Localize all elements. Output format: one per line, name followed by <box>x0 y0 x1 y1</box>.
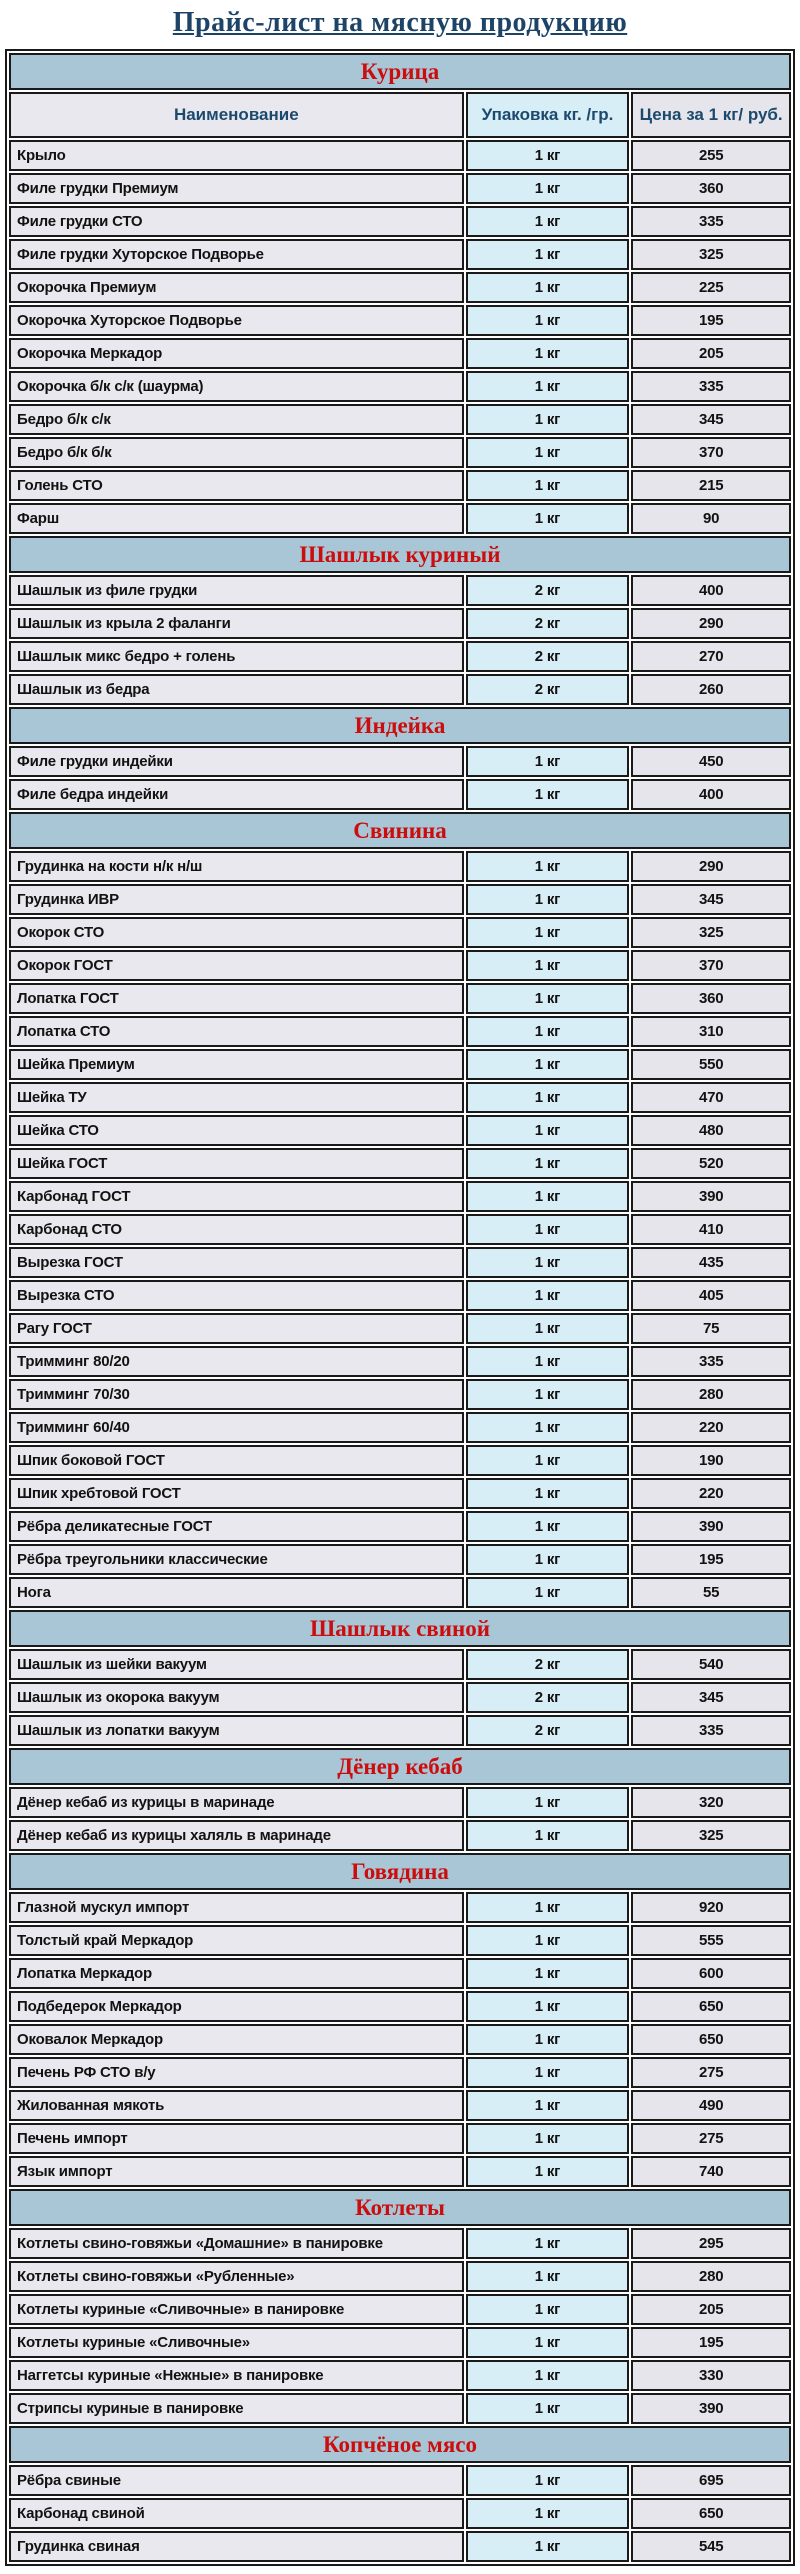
section-title: Шашлык куриный <box>9 536 791 573</box>
product-name-cell: Тримминг 70/30 <box>9 1379 464 1410</box>
product-row <box>9 1412 791 1443</box>
product-row <box>9 2327 791 2358</box>
package-cell: 1 кг <box>466 1115 630 1146</box>
package-cell: 1 кг <box>466 2327 630 2358</box>
product-row <box>9 503 791 534</box>
column-header-package: Упаковка кг. /гр. <box>466 92 630 138</box>
product-name-cell: Карбонад ГОСТ <box>9 1181 464 1212</box>
price-cell: 435 <box>631 1247 791 1278</box>
package-cell: 1 кг <box>466 470 630 501</box>
product-row <box>9 140 791 171</box>
package-cell: 1 кг <box>466 1214 630 1245</box>
product-name-cell: Рёбра свиные <box>9 2465 464 2496</box>
product-row <box>9 1715 791 1746</box>
product-row <box>9 470 791 501</box>
price-cell: 390 <box>631 2393 791 2424</box>
package-cell: 1 кг <box>466 983 630 1014</box>
product-row <box>9 1445 791 1476</box>
price-cell: 345 <box>631 884 791 915</box>
package-cell: 1 кг <box>466 2123 630 2154</box>
product-row <box>9 1148 791 1179</box>
product-row <box>9 1247 791 1278</box>
section-header-row <box>9 2426 791 2463</box>
price-cell: 215 <box>631 470 791 501</box>
product-name-cell: Толстый край Меркадор <box>9 1925 464 1956</box>
price-cell: 90 <box>631 503 791 534</box>
product-name-cell: Котлеты свино-говяжьи «Рубленные» <box>9 2261 464 2292</box>
product-name-cell: Окорок СТО <box>9 917 464 948</box>
product-row <box>9 608 791 639</box>
product-row <box>9 1682 791 1713</box>
product-row <box>9 371 791 402</box>
package-cell: 1 кг <box>466 338 630 369</box>
price-cell: 345 <box>631 404 791 435</box>
package-cell: 1 кг <box>466 884 630 915</box>
product-name-cell: Бедро б/к б/к <box>9 437 464 468</box>
product-row <box>9 2531 791 2562</box>
product-row <box>9 2156 791 2187</box>
package-cell: 1 кг <box>466 950 630 981</box>
package-cell: 1 кг <box>466 404 630 435</box>
product-name-cell: Лопатка СТО <box>9 1016 464 1047</box>
product-row <box>9 1511 791 1542</box>
section-title: Говядина <box>9 1853 791 1890</box>
product-name-cell: Котлеты куриные «Сливочные» <box>9 2327 464 2358</box>
price-cell: 650 <box>631 2498 791 2529</box>
product-name-cell: Окорочка Премиум <box>9 272 464 303</box>
product-name-cell: Шпик хребтовой ГОСТ <box>9 1478 464 1509</box>
product-name-cell: Котлеты свино-говяжьи «Домашние» в панировке <box>9 2228 464 2259</box>
price-cell: 325 <box>631 239 791 270</box>
product-name-cell: Грудинка на кости н/к н/ш <box>9 851 464 882</box>
product-name-cell: Шашлык из филе грудки <box>9 575 464 606</box>
price-cell: 740 <box>631 2156 791 2187</box>
product-name-cell: Тримминг 60/40 <box>9 1412 464 1443</box>
product-row <box>9 1280 791 1311</box>
price-cell: 600 <box>631 1958 791 1989</box>
product-row <box>9 1925 791 1956</box>
product-name-cell: Филе грудки Хуторское Подворье <box>9 239 464 270</box>
package-cell: 1 кг <box>466 1082 630 1113</box>
price-cell: 325 <box>631 1820 791 1851</box>
price-cell: 335 <box>631 371 791 402</box>
package-cell: 1 кг <box>466 1787 630 1818</box>
page-title: Прайс-лист на мясную продукцию <box>172 7 628 38</box>
price-cell: 220 <box>631 1412 791 1443</box>
product-name-cell: Дёнер кебаб из курицы халяль в маринаде <box>9 1820 464 1851</box>
price-cell: 330 <box>631 2360 791 2391</box>
package-cell: 1 кг <box>466 851 630 882</box>
product-name-cell: Лопатка Меркадор <box>9 1958 464 1989</box>
package-cell: 1 кг <box>466 2360 630 2391</box>
product-name-cell: Голень СТО <box>9 470 464 501</box>
product-name-cell: Жилованная мякоть <box>9 2090 464 2121</box>
price-cell: 190 <box>631 1445 791 1476</box>
product-name-cell: Карбонад свиной <box>9 2498 464 2529</box>
section-title: Копчёное мясо <box>9 2426 791 2463</box>
package-cell: 1 кг <box>466 2090 630 2121</box>
price-cell: 410 <box>631 1214 791 1245</box>
product-row <box>9 884 791 915</box>
product-row <box>9 2261 791 2292</box>
package-cell: 1 кг <box>466 140 630 171</box>
package-cell: 1 кг <box>466 1016 630 1047</box>
package-cell: 1 кг <box>466 371 630 402</box>
product-name-cell: Грудинка свиная <box>9 2531 464 2562</box>
product-name-cell: Тримминг 80/20 <box>9 1346 464 1377</box>
package-cell: 1 кг <box>466 173 630 204</box>
product-row <box>9 2360 791 2391</box>
product-row <box>9 746 791 777</box>
section-title: Свинина <box>9 812 791 849</box>
price-cell: 320 <box>631 1787 791 1818</box>
product-name-cell: Бедро б/к с/к <box>9 404 464 435</box>
product-row <box>9 173 791 204</box>
price-cell: 550 <box>631 1049 791 1080</box>
product-row <box>9 1787 791 1818</box>
price-cell: 345 <box>631 1682 791 1713</box>
product-name-cell: Подбедерок Меркадор <box>9 1991 464 2022</box>
price-cell: 280 <box>631 2261 791 2292</box>
product-row <box>9 1478 791 1509</box>
product-name-cell: Оковалок Меркадор <box>9 2024 464 2055</box>
package-cell: 1 кг <box>466 2531 630 2562</box>
product-name-cell: Лопатка ГОСТ <box>9 983 464 1014</box>
price-cell: 290 <box>631 608 791 639</box>
price-cell: 390 <box>631 1181 791 1212</box>
product-row <box>9 1313 791 1344</box>
product-name-cell: Шашлык из крыла 2 фаланги <box>9 608 464 639</box>
product-name-cell: Филе грудки СТО <box>9 206 464 237</box>
product-name-cell: Шейка Премиум <box>9 1049 464 1080</box>
product-row <box>9 2228 791 2259</box>
package-cell: 1 кг <box>466 1478 630 1509</box>
product-name-cell: Рёбра деликатесные ГОСТ <box>9 1511 464 1542</box>
package-cell: 1 кг <box>466 2261 630 2292</box>
price-cell: 360 <box>631 173 791 204</box>
section-header-row <box>9 1610 791 1647</box>
price-cell: 545 <box>631 2531 791 2562</box>
product-row <box>9 272 791 303</box>
package-cell: 1 кг <box>466 272 630 303</box>
section-header-row <box>9 53 791 90</box>
product-name-cell: Стрипсы куриные в панировке <box>9 2393 464 2424</box>
product-name-cell: Шпик боковой ГОСТ <box>9 1445 464 1476</box>
package-cell: 1 кг <box>466 2465 630 2496</box>
section-title: Курица <box>9 53 791 90</box>
section-header-row <box>9 2189 791 2226</box>
column-header-row <box>9 92 791 138</box>
package-cell: 1 кг <box>466 1148 630 1179</box>
product-name-cell: Язык импорт <box>9 2156 464 2187</box>
price-cell: 255 <box>631 140 791 171</box>
price-cell: 205 <box>631 338 791 369</box>
section-title: Котлеты <box>9 2189 791 2226</box>
package-cell: 1 кг <box>466 1313 630 1344</box>
product-name-cell: Филе грудки Премиум <box>9 173 464 204</box>
product-name-cell: Окорочка Хуторское Подворье <box>9 305 464 336</box>
product-row <box>9 674 791 705</box>
product-row <box>9 851 791 882</box>
product-name-cell: Вырезка ГОСТ <box>9 1247 464 1278</box>
product-name-cell: Шейка ГОСТ <box>9 1148 464 1179</box>
package-cell: 1 кг <box>466 2228 630 2259</box>
package-cell: 1 кг <box>466 437 630 468</box>
product-name-cell: Шейка ТУ <box>9 1082 464 1113</box>
price-cell: 310 <box>631 1016 791 1047</box>
package-cell: 1 кг <box>466 1346 630 1377</box>
product-row <box>9 2123 791 2154</box>
product-row <box>9 1346 791 1377</box>
section-title: Дёнер кебаб <box>9 1748 791 1785</box>
product-row <box>9 1892 791 1923</box>
product-name-cell: Шашлык из лопатки вакуум <box>9 1715 464 1746</box>
product-row <box>9 779 791 810</box>
package-cell: 1 кг <box>466 1925 630 1956</box>
price-cell: 400 <box>631 779 791 810</box>
price-cell: 555 <box>631 1925 791 1956</box>
package-cell: 1 кг <box>466 2294 630 2325</box>
price-cell: 225 <box>631 272 791 303</box>
product-row <box>9 917 791 948</box>
product-name-cell: Шейка СТО <box>9 1115 464 1146</box>
package-cell: 1 кг <box>466 239 630 270</box>
product-name-cell: Шашлык из бедра <box>9 674 464 705</box>
section-title: Шашлык свиной <box>9 1610 791 1647</box>
price-cell: 405 <box>631 1280 791 1311</box>
price-cell: 400 <box>631 575 791 606</box>
product-row <box>9 1577 791 1608</box>
product-row <box>9 437 791 468</box>
product-name-cell: Фарш <box>9 503 464 534</box>
product-row <box>9 2057 791 2088</box>
price-cell: 335 <box>631 1346 791 1377</box>
package-cell: 1 кг <box>466 1280 630 1311</box>
package-cell: 1 кг <box>466 2024 630 2055</box>
product-row <box>9 239 791 270</box>
product-name-cell: Печень импорт <box>9 2123 464 2154</box>
product-row <box>9 2294 791 2325</box>
package-cell: 1 кг <box>466 1958 630 1989</box>
product-row <box>9 2024 791 2055</box>
package-cell: 1 кг <box>466 1412 630 1443</box>
package-cell: 1 кг <box>466 917 630 948</box>
product-name-cell: Шашлык из шейки вакуум <box>9 1649 464 1680</box>
package-cell: 2 кг <box>466 575 630 606</box>
product-row <box>9 1082 791 1113</box>
product-row <box>9 1214 791 1245</box>
package-cell: 1 кг <box>466 2156 630 2187</box>
package-cell: 1 кг <box>466 2393 630 2424</box>
package-cell: 2 кг <box>466 674 630 705</box>
package-cell: 1 кг <box>466 1181 630 1212</box>
column-header-name: Наименование <box>9 92 464 138</box>
product-row <box>9 305 791 336</box>
product-name-cell: Глазной мускул импорт <box>9 1892 464 1923</box>
product-name-cell: Рёбра треугольники классические <box>9 1544 464 1575</box>
package-cell: 1 кг <box>466 779 630 810</box>
price-cell: 290 <box>631 851 791 882</box>
product-name-cell: Печень РФ СТО в/у <box>9 2057 464 2088</box>
column-header-price: Цена за 1 кг/ руб. <box>631 92 791 138</box>
product-name-cell: Филе бедра индейки <box>9 779 464 810</box>
package-cell: 1 кг <box>466 503 630 534</box>
product-row <box>9 2393 791 2424</box>
product-row <box>9 1049 791 1080</box>
price-cell: 540 <box>631 1649 791 1680</box>
price-cell: 390 <box>631 1511 791 1542</box>
product-name-cell: Грудинка ИВР <box>9 884 464 915</box>
package-cell: 1 кг <box>466 2498 630 2529</box>
product-row <box>9 338 791 369</box>
section-header-row <box>9 812 791 849</box>
package-cell: 1 кг <box>466 1544 630 1575</box>
product-row <box>9 2465 791 2496</box>
price-cell: 370 <box>631 437 791 468</box>
price-cell: 470 <box>631 1082 791 1113</box>
product-row <box>9 641 791 672</box>
product-name-cell: Котлеты куриные «Сливочные» в панировке <box>9 2294 464 2325</box>
package-cell: 2 кг <box>466 608 630 639</box>
product-row <box>9 2498 791 2529</box>
product-row <box>9 1016 791 1047</box>
price-cell: 55 <box>631 1577 791 1608</box>
product-row <box>9 1649 791 1680</box>
price-cell: 205 <box>631 2294 791 2325</box>
price-cell: 335 <box>631 1715 791 1746</box>
section-title: Индейка <box>9 707 791 744</box>
package-cell: 1 кг <box>466 1892 630 1923</box>
package-cell: 1 кг <box>466 1445 630 1476</box>
package-cell: 1 кг <box>466 1379 630 1410</box>
price-cell: 490 <box>631 2090 791 2121</box>
price-cell: 920 <box>631 1892 791 1923</box>
price-cell: 195 <box>631 1544 791 1575</box>
price-cell: 650 <box>631 2024 791 2055</box>
price-cell: 695 <box>631 2465 791 2496</box>
product-name-cell: Шашлык микс бедро + голень <box>9 641 464 672</box>
product-row <box>9 1958 791 1989</box>
package-cell: 1 кг <box>466 305 630 336</box>
package-cell: 1 кг <box>466 2057 630 2088</box>
package-cell: 1 кг <box>466 1991 630 2022</box>
package-cell: 2 кг <box>466 1715 630 1746</box>
price-cell: 270 <box>631 641 791 672</box>
product-name-cell: Филе грудки индейки <box>9 746 464 777</box>
product-name-cell: Дёнер кебаб из курицы в маринаде <box>9 1787 464 1818</box>
product-name-cell: Окорок ГОСТ <box>9 950 464 981</box>
package-cell: 2 кг <box>466 1682 630 1713</box>
price-cell: 370 <box>631 950 791 981</box>
product-name-cell: Рагу ГОСТ <box>9 1313 464 1344</box>
section-header-row <box>9 1853 791 1890</box>
product-row <box>9 1991 791 2022</box>
product-name-cell: Окорочка б/к с/к (шаурма) <box>9 371 464 402</box>
product-row <box>9 206 791 237</box>
product-row <box>9 575 791 606</box>
price-table <box>5 49 795 2566</box>
price-cell: 295 <box>631 2228 791 2259</box>
price-cell: 195 <box>631 2327 791 2358</box>
section-header-row <box>9 1748 791 1785</box>
price-cell: 520 <box>631 1148 791 1179</box>
price-cell: 480 <box>631 1115 791 1146</box>
product-row <box>9 1820 791 1851</box>
package-cell: 1 кг <box>466 1577 630 1608</box>
product-row <box>9 1544 791 1575</box>
package-cell: 1 кг <box>466 206 630 237</box>
price-cell: 360 <box>631 983 791 1014</box>
product-row <box>9 1115 791 1146</box>
section-header-row <box>9 536 791 573</box>
price-cell: 220 <box>631 1478 791 1509</box>
price-cell: 335 <box>631 206 791 237</box>
section-header-row <box>9 707 791 744</box>
product-row <box>9 983 791 1014</box>
product-row <box>9 404 791 435</box>
product-row <box>9 1181 791 1212</box>
product-name-cell: Крыло <box>9 140 464 171</box>
package-cell: 1 кг <box>466 1820 630 1851</box>
package-cell: 1 кг <box>466 1511 630 1542</box>
price-cell: 650 <box>631 1991 791 2022</box>
package-cell: 2 кг <box>466 641 630 672</box>
product-row <box>9 950 791 981</box>
price-cell: 275 <box>631 2123 791 2154</box>
product-name-cell: Шашлык из окорока вакуум <box>9 1682 464 1713</box>
price-cell: 275 <box>631 2057 791 2088</box>
product-name-cell: Нога <box>9 1577 464 1608</box>
package-cell: 1 кг <box>466 1049 630 1080</box>
price-cell: 260 <box>631 674 791 705</box>
product-name-cell: Вырезка СТО <box>9 1280 464 1311</box>
product-row <box>9 1379 791 1410</box>
price-cell: 450 <box>631 746 791 777</box>
package-cell: 1 кг <box>466 1247 630 1278</box>
product-name-cell: Карбонад СТО <box>9 1214 464 1245</box>
price-table-body <box>9 53 791 2562</box>
price-cell: 280 <box>631 1379 791 1410</box>
price-cell: 75 <box>631 1313 791 1344</box>
product-row <box>9 2090 791 2121</box>
product-name-cell: Наггетсы куриные «Нежные» в панировке <box>9 2360 464 2391</box>
product-name-cell: Окорочка Меркадор <box>9 338 464 369</box>
price-cell: 195 <box>631 305 791 336</box>
price-cell: 325 <box>631 917 791 948</box>
package-cell: 1 кг <box>466 746 630 777</box>
package-cell: 2 кг <box>466 1649 630 1680</box>
